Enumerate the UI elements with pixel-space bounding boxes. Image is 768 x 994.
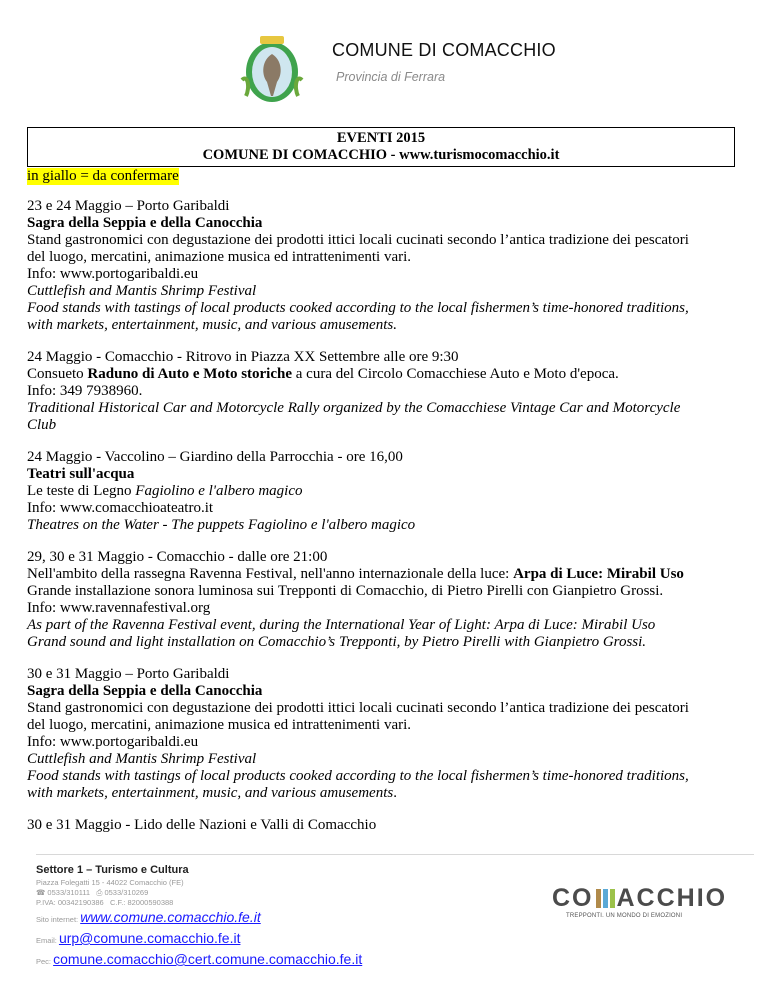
event-line: [27, 751, 747, 768]
event-translation: Cuttlefish and Mantis Shrimp Festival: [27, 283, 257, 299]
municipality-name: COMUNE DI COMACCHIO: [332, 40, 556, 60]
footer-section: Settore 1 – Turismo e Cultura: [36, 864, 189, 876]
event-text: Grande installazione sonora luminosa sui Trepponti di Comacchio, di Pietro Pirelli con Gianpietro Grossi.: [27, 583, 664, 599]
pec-link[interactable]: comune.comacchio@cert.comune.comacchio.fe.it: [53, 951, 363, 967]
event-text: Info: www.comacchioateatro.it: [27, 500, 214, 516]
event-text: Info: 349 7938960.: [27, 383, 143, 399]
event-translation: Club: [27, 417, 57, 433]
event-line: [27, 232, 747, 249]
event-line: [27, 317, 747, 334]
event-text: Consueto: [27, 366, 88, 382]
event-text: Info: www.portogaribaldi.eu: [27, 266, 199, 282]
event-translation: Theatres on the Water - The puppets Fagiolino e l'albero magico: [27, 517, 416, 533]
pec-label: Pec:: [36, 957, 52, 966]
event-title: Sagra della Seppia e della Canocchia: [27, 215, 263, 231]
comacchio-logo: [552, 884, 732, 919]
event-line: [27, 634, 747, 651]
event-entry: [27, 666, 747, 802]
event-translation: with markets, entertainment, music, and various amusements: [27, 785, 394, 801]
event-line: [27, 366, 747, 383]
event-line: [27, 417, 747, 434]
event-line: [27, 768, 747, 785]
event-line: [27, 266, 747, 283]
event-text: Info: www.portogaribaldi.eu: [27, 734, 199, 750]
email-link[interactable]: urp@comune.comacchio.fe.it: [58, 930, 241, 946]
event-entry: [27, 349, 747, 434]
event-line: [27, 300, 747, 317]
event-entry: [27, 449, 747, 534]
event-line: [27, 666, 747, 683]
event-text: Nell'ambito della rassegna Ravenna Festival, nell'anno internazionale della luce:: [27, 566, 514, 582]
event-line: [27, 734, 747, 751]
website-link[interactable]: www.comune.comacchio.fe.it: [80, 909, 261, 925]
event-title: Sagra della Seppia e della Canocchia: [27, 683, 263, 699]
event-line: [27, 517, 747, 534]
footer-phone: ☎ 0533/310111: [36, 888, 91, 897]
event-line: [27, 600, 747, 617]
event-text: del luogo, mercatini, animazione musica ed intrattenimenti vari.: [27, 249, 412, 265]
event-text: 23 e 24 Maggio – Porto Garibaldi: [27, 198, 230, 214]
footer-fax: ⎙ 0533/310269: [96, 888, 149, 897]
event-line: [27, 283, 747, 300]
event-line: [27, 449, 747, 466]
event-translation: Fagiolino e l'albero magico: [135, 483, 303, 499]
event-translation: Cuttlefish and Mantis Shrimp Festival: [27, 751, 257, 767]
event-line: [27, 466, 747, 483]
province-name: Provincia di Ferrara: [336, 70, 446, 84]
footer-address: Piazza Folegatti 15 - 44022 Comacchio (FE): [36, 878, 184, 887]
event-text: 24 Maggio - Comacchio - Ritrovo in Piazza XX Settembre alle ore 9:30: [27, 349, 459, 365]
highlight-legend: in giallo = da confermare: [27, 168, 179, 184]
event-title: Raduno di Auto e Moto storiche: [87, 366, 293, 382]
event-line: [27, 566, 747, 583]
event-translation: Traditional Historical Car and Motorcycle Rally organized by the Comacchiese Vintage Car and Motorcycle: [27, 400, 681, 416]
event-text: Stand gastronomici con degustazione dei prodotti ittici locali cucinati secondo l’antica tradizione dei pescatori: [27, 232, 689, 248]
document-title: EVENTI 2015: [336, 130, 426, 146]
event-text: Info: www.ravennafestival.org: [27, 600, 211, 616]
event-line: [27, 549, 747, 566]
site-label: Sito internet:: [36, 915, 79, 924]
event-entry: [27, 817, 747, 834]
event-line: [27, 198, 747, 215]
event-translation: Food stands with tastings of local products cooked according to the local fishermen’s time-honored traditions,: [27, 300, 689, 316]
event-line: [27, 817, 747, 834]
event-line: [27, 500, 747, 517]
event-translation: Grand sound and light installation on Comacchio’s Trepponti, by Pietro Pirelli with Gianpietro Grossi.: [27, 634, 647, 650]
event-title: Arpa di Luce: Mirabil Uso: [513, 566, 684, 582]
footer-piva: P.IVA: 00342190386: [36, 898, 104, 907]
coat-of-arms-icon: [236, 30, 308, 106]
event-title: Teatri sull'acqua: [27, 466, 135, 482]
event-text: Stand gastronomici con degustazione dei prodotti ittici locali cucinati secondo l’antica tradizione dei pescatori: [27, 700, 689, 716]
footer: [36, 864, 362, 971]
event-line: [27, 683, 747, 700]
event-text: 30 e 31 Maggio – Porto Garibaldi: [27, 666, 230, 682]
event-line: [27, 349, 747, 366]
event-translation: with markets, entertainment, music, and various amusements.: [27, 317, 397, 333]
event-line: [27, 483, 747, 500]
event-line: [27, 785, 747, 802]
event-text: a cura del Circolo Comacchiese Auto e Moto d'epoca.: [292, 366, 619, 382]
letterhead: [236, 30, 566, 106]
event-text: 24 Maggio - Vaccolino – Giardino della Parrocchia - ore 16,00: [27, 449, 403, 465]
logo-word-right: ACCHIO: [616, 884, 728, 912]
event-text: del luogo, mercatini, animazione musica ed intrattenimenti vari.: [27, 717, 412, 733]
event-text: .: [393, 785, 397, 801]
event-line: [27, 215, 747, 232]
logo-tagline: TREPPONTI. UN MONDO DI EMOZIONI: [566, 913, 683, 919]
event-line: [27, 583, 747, 600]
event-translation: As part of the Ravenna Festival event, during the International Year of Light: Arpa di Luce: Mirabil Uso: [27, 617, 656, 633]
event-text: 30 e 31 Maggio - Lido delle Nazioni e Valli di Comacchio: [27, 817, 377, 833]
event-line: [27, 383, 747, 400]
logo-bars-icon: [596, 889, 615, 908]
events-list: [27, 198, 747, 849]
event-line: [27, 717, 747, 734]
event-line: [27, 617, 747, 634]
event-translation: Food stands with tastings of local products cooked according to the local fishermen’s time-honored traditions,: [27, 768, 689, 784]
event-line: [27, 249, 747, 266]
footer-divider: [36, 854, 754, 855]
event-entry: [27, 198, 747, 334]
event-text: Le teste di Legno: [27, 483, 136, 499]
logo-word-left: CO: [552, 884, 594, 912]
event-text: 29, 30 e 31 Maggio - Comacchio - dalle ore 21:00: [27, 549, 328, 565]
email-label: Email:: [36, 936, 57, 945]
footer-cf: C.F.: 82000590388: [109, 898, 174, 907]
document-subtitle: COMUNE DI COMACCHIO - www.turismocomacchio.it: [202, 147, 560, 163]
event-line: [27, 400, 747, 417]
event-line: [27, 700, 747, 717]
event-entry: [27, 549, 747, 651]
document-title-box: [27, 127, 735, 167]
